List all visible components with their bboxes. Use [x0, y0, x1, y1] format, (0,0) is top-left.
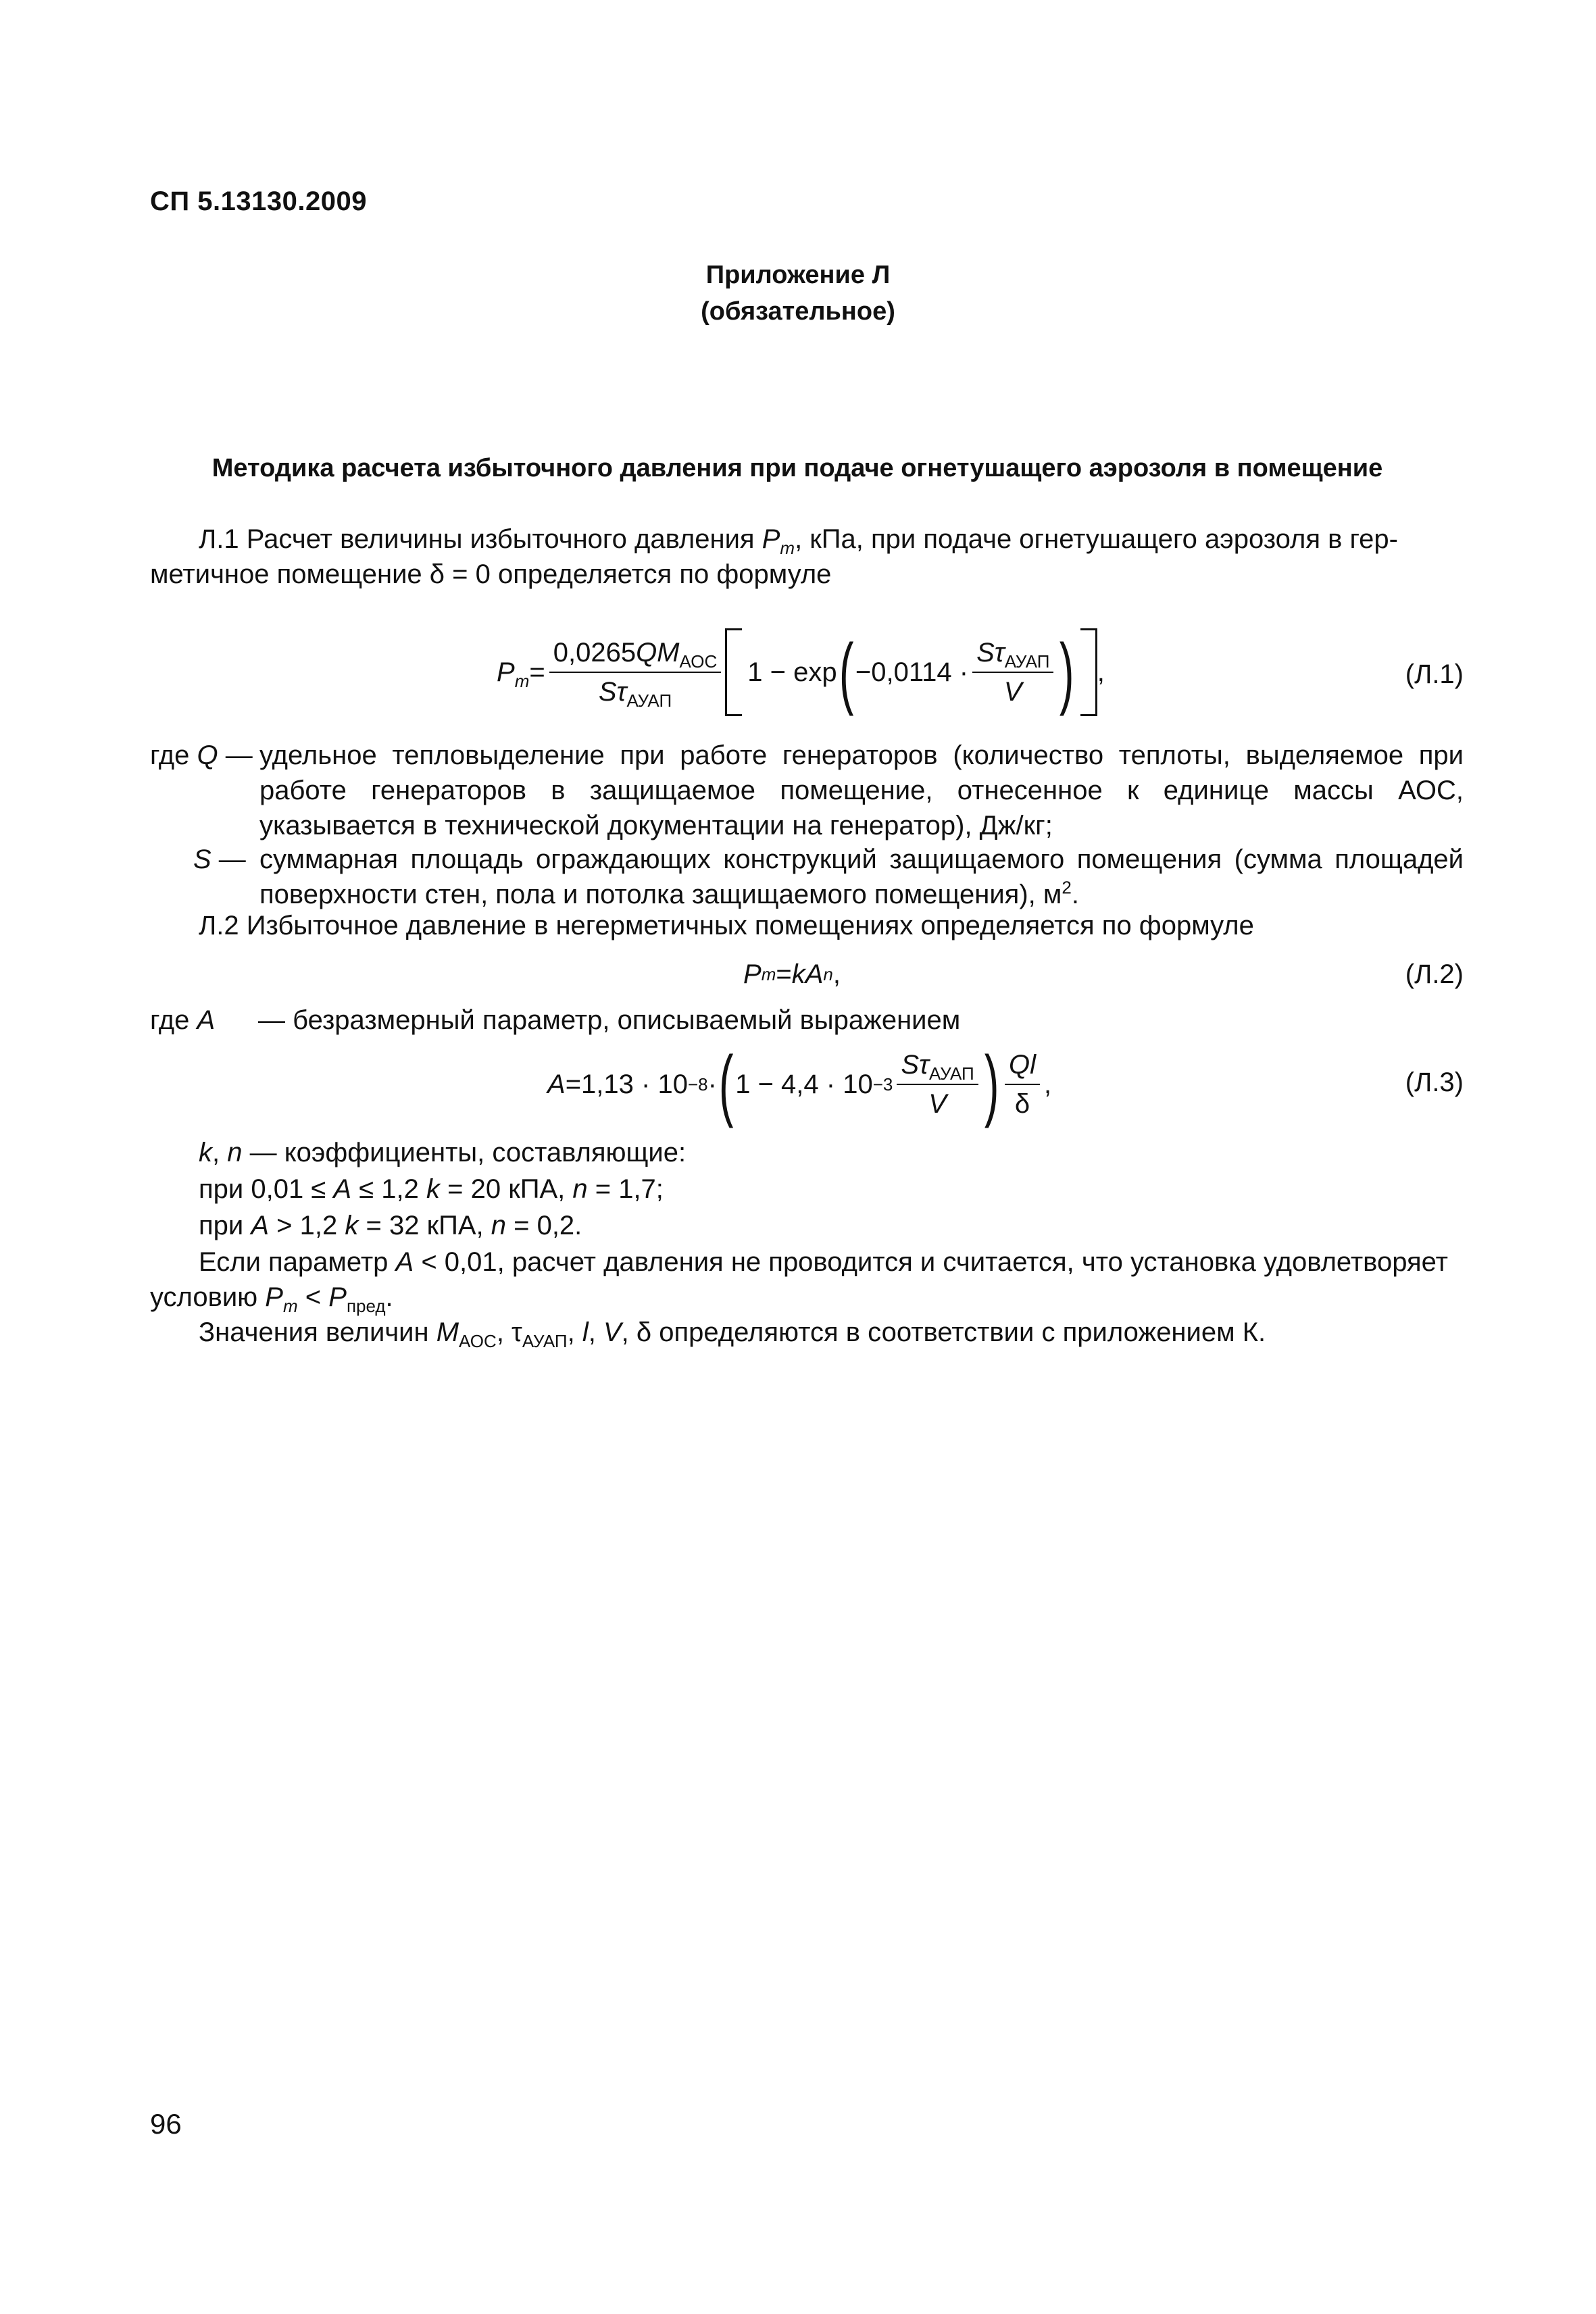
condition-line-2: условию $P_m < P_{пред}$.: [150, 1282, 393, 1316]
formula-l2: P m = kA n ,: [743, 959, 841, 989]
values-sentence: Значения величин $M_{АОС}$, $\tau_{АУАП}$, l, V, δ определяются в соответствии с приложением К.: [199, 1317, 1266, 1351]
l1-line1: Л.1 Расчет величины избыточного давления $P_m$, кПа, при подаче огнетушащего аэрозоля в гер-: [199, 524, 1398, 558]
coefficients-label: k, n — коэффициенты, составляющие:: [199, 1138, 687, 1167]
appendix-heading: [0, 257, 1596, 330]
equation-number-l1: (Л.1): [1405, 659, 1464, 689]
formula-l1-inner-fraction: $\frac{S\tau_{АУАП}}{V}$: [972, 638, 1053, 707]
section-title: Методика расчета избыточного давления при подаче огнетушащего аэрозоля в помещение: [211, 454, 1383, 482]
formula-l3-ql-fraction: $\frac{Ql}{\delta}$: [1005, 1050, 1040, 1119]
document-code: СП 5.13130.2009: [150, 186, 367, 216]
definition-q-text: удельное тепловыделение при работе генераторов (количество теплоты, выделяемое при работе генераторов в защищаемое помещение, отнесенное к единице массы АОС, указывается в технической документации на генератор), Дж/кг;: [259, 740, 1464, 840]
definition-a: где A — безразмерный параметр, описываемый выражением: [150, 1005, 961, 1035]
l1-line2: метичное помещение δ = 0 определяется по формуле: [150, 559, 832, 589]
definition-s: S — суммарная площадь ограждающих конструкций защищаемого помещения (сумма площадей поверхности стен, пола и потолка защищаемого помещения), $м^2$.: [150, 842, 1464, 916]
coefficients-row-2: при A > 1,2 k = 32 кПА, n = 0,2.: [199, 1211, 582, 1240]
formula-l1-lhs: $P_m$: [497, 657, 530, 691]
formula-l1: $P_m$ = $\frac{0,0265QM_{АОС}}{S\tau_{АУАП}}$ 1 − exp ( −0,0114 · $\frac{S\tau_{АУАП}}{V}$ ) ,: [497, 628, 1105, 717]
equation-number-l2: (Л.2): [1405, 959, 1464, 989]
l2-text: Л.2 Избыточное давление в негерметичных помещениях определяется по формуле: [199, 911, 1254, 940]
definition-q: где Q — удельное тепловыделение при работе генераторов (количество теплоты, выделяемое при работе генераторов в защищаемое помещение, отнесенное к единице массы АОС, указывается в технической документации на генератор), Дж/кг;: [150, 738, 1464, 880]
formula-l3: A = 1,13 · 10 −8 · ( 1 − 4,4 · 10 −3 $\frac{S\tau_{АУАП}}{V}$ ) $\frac{Ql}{\delta}$ ,: [547, 1040, 1052, 1129]
coefficients-row-1: при 0,01 ≤ A ≤ 1,2 k = 20 кПА, n = 1,7;: [199, 1174, 664, 1204]
formula-l1-fraction: $\frac{0,0265QM_{АОС}}{S\tau_{АУАП}}$: [549, 638, 722, 707]
appendix-status: (обязательное): [701, 297, 895, 326]
condition-line-1: Если параметр A < 0,01, расчет давления не проводится и считается, что установка удовлетворяет: [199, 1247, 1448, 1277]
equation-number-l3: (Л.3): [1405, 1067, 1464, 1097]
definition-s-text: суммарная площадь ограждающих конструкций защищаемого помещения (сумма площадей поверхности стен, пола и потолка защищаемого помещения), $м^2$.: [259, 845, 1464, 909]
page-number: 96: [150, 2108, 182, 2140]
appendix-title: Приложение Л: [705, 261, 891, 289]
formula-l3-inner-fraction: $\frac{S\tau_{АУАП}}{V}$: [897, 1050, 978, 1119]
